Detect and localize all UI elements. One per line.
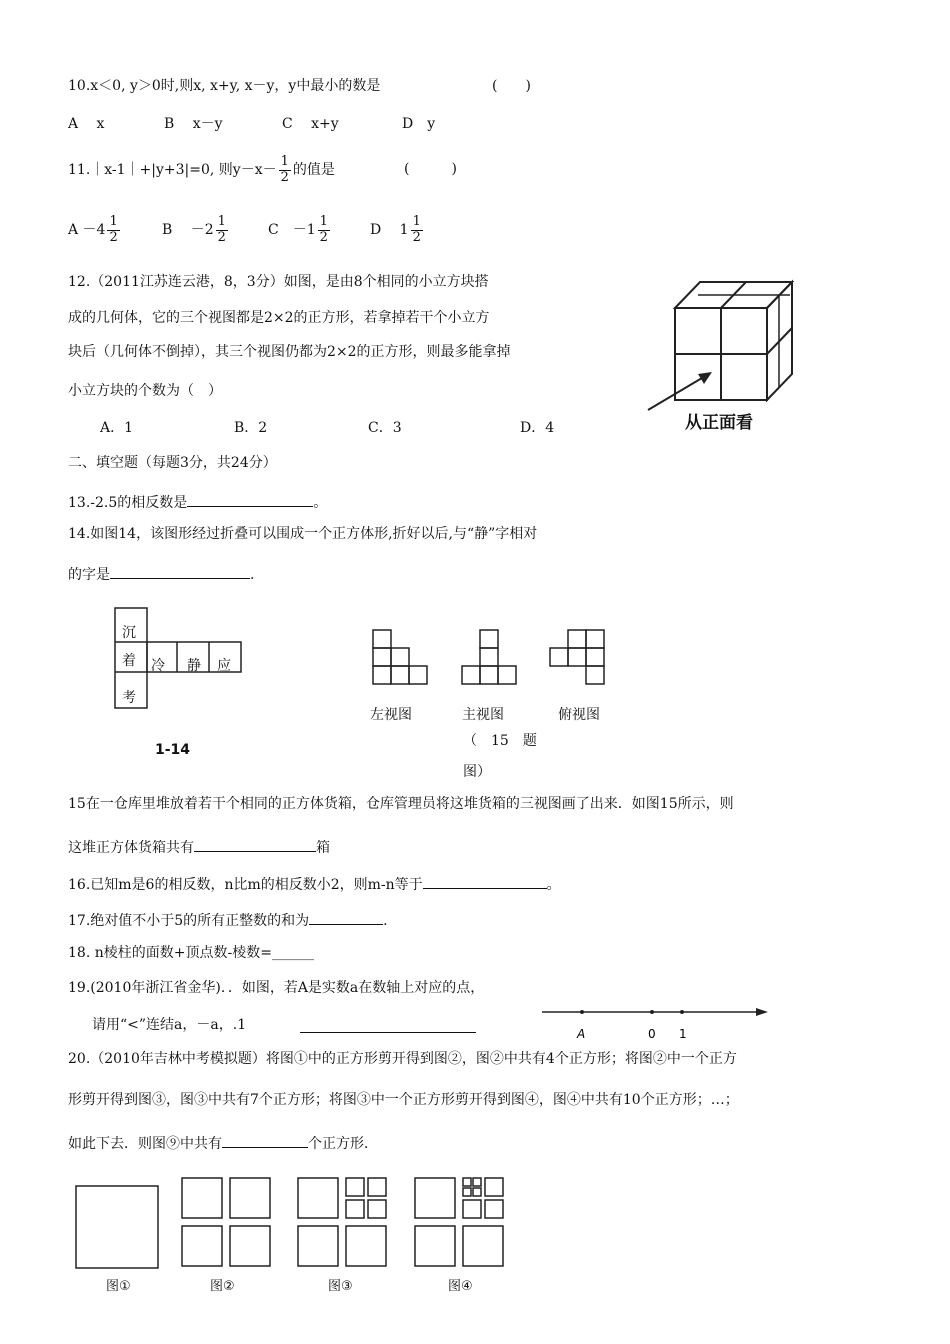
point-a	[580, 1010, 584, 1014]
q11-option-b: B －2 $\frac{1}{2}$	[162, 214, 226, 245]
net-char-1: 沉	[122, 625, 136, 641]
q20-line3: 如此下去．则图⑨中共有 个正方形．	[68, 1133, 378, 1151]
q10-stem: 10.x＜0, y＞0时,则x, x+y, x－y，y中最小的数是	[68, 78, 381, 94]
q17: 17.绝对值不小于5的所有正整数的和为 .	[68, 910, 388, 928]
section-2-title: 二、填空题（每题3分，共24分）	[68, 455, 277, 471]
q12-line4: 小立方块的个数为（ ）	[68, 383, 222, 399]
q11-stem-a: 11.｜x-1｜+|y+3|=0, 则y－x－	[68, 162, 277, 178]
axis-label-1: 1	[679, 1027, 687, 1041]
q14-line1: 14.如图14，该图形经过折叠可以围成一个正方体形,折好以后,与“静”字相对	[68, 526, 538, 542]
q19-blank[interactable]	[300, 1018, 476, 1033]
net-char-5: 应	[217, 658, 231, 674]
q12-option-a: A．1	[100, 420, 134, 436]
q10-option-b: B x－y	[164, 116, 223, 132]
q15-line1: 15在一仓库里堆放着若干个相同的正方体货箱，仓库管理员将这堆货箱的三视图画了出来．如图15所示，则	[68, 796, 734, 812]
q14-blank[interactable]	[110, 564, 250, 579]
q11-frac-num: 1	[280, 154, 289, 170]
q15-line2: 这堆正方体货箱共有 箱	[68, 837, 330, 855]
net-char-3: 冷	[151, 658, 165, 674]
q15-blank[interactable]	[194, 837, 316, 852]
q20-line2: 形剪开得到图③，图③中共有7个正方形；将图③中一个正方形剪开得到图④，图④中共有10个正方形；…；	[68, 1092, 739, 1108]
square-division-figure	[70, 1168, 530, 1298]
axis-label-0: 0	[648, 1027, 656, 1041]
q13: 13.-2.5的相反数是 。	[68, 492, 327, 510]
q11-option-d: D 1 $\frac{1}{2}$	[370, 214, 421, 245]
q12-option-b: B．2	[234, 420, 268, 436]
front-view-label: 主视图	[462, 707, 504, 723]
fig-label-3: 图③	[328, 1279, 353, 1294]
cube-caption: 从正面看	[685, 413, 753, 433]
q12-option-c: C．3	[368, 420, 402, 436]
q12-option-d: D．4	[520, 420, 555, 436]
q14-caption: 1-14	[155, 742, 191, 758]
cube-figure	[640, 270, 810, 440]
axis-label-a: A	[577, 1027, 586, 1041]
q15-fig-caption-b: 图）	[463, 764, 491, 780]
fig-label-1: 图①	[106, 1279, 131, 1294]
q12-line1: 12.（2011江苏连云港，8，3分）如图，是由8个相同的小立方块搭	[68, 274, 489, 290]
three-views-figure	[365, 622, 615, 692]
q10-option-d: D y	[402, 116, 436, 132]
q11-option-c: C －1 $\frac{1}{2}$	[268, 214, 328, 245]
q20-blank[interactable]	[222, 1133, 308, 1148]
q14-line2: 的字是 .	[68, 564, 254, 582]
q16-blank[interactable]	[423, 874, 547, 889]
number-line	[540, 1000, 770, 1048]
net-char-4: 静	[187, 658, 201, 674]
q11-stem-b: 的值是	[292, 162, 335, 178]
top-view-label: 俯视图	[558, 707, 600, 723]
q20-line1: 20.（2010年吉林中考模拟题）将图①中的正方形剪开得到图②，图②中共有4个正方形；将图②中一个正方	[68, 1051, 737, 1067]
q11-option-a: A －4 $\frac{1}{2}$	[68, 214, 118, 245]
q13-blank[interactable]	[187, 492, 313, 507]
q18-blank[interactable]: ______	[271, 945, 314, 961]
q18: 18. n棱柱的面数+顶点数-棱数=______	[68, 945, 314, 961]
q17-blank[interactable]	[309, 910, 383, 925]
net-char-2: 着	[122, 653, 136, 669]
q10-option-c: C x+y	[282, 116, 339, 132]
net-char-6: 考	[122, 690, 136, 706]
q12-line3: 块后（几何体不倒掉），其三个视图仍都为2×2的正方形，则最多能拿掉	[68, 344, 511, 360]
left-view-label: 左视图	[370, 707, 412, 723]
q12-line2: 成的几何体，它的三个视图都是2×2的正方形，若拿掉若干个小立方	[68, 310, 490, 326]
q10-paren: ( )	[492, 78, 531, 94]
q16: 16.已知m是6的相反数，n比m的相反数小2，则m-n等于 。	[68, 874, 561, 892]
q11-paren: ( )	[404, 161, 457, 177]
point-one	[680, 1010, 684, 1014]
q19-line2: 请用“<”连结a，－a，.1	[92, 1017, 247, 1033]
cube-net-figure	[105, 600, 255, 715]
q11-frac-den: 2	[280, 169, 289, 185]
q10-option-a: A x	[68, 116, 105, 132]
fig-label-4: 图④	[448, 1279, 473, 1294]
fig-label-2: 图②	[210, 1279, 235, 1294]
q15-fig-caption-a: （ 15 题	[463, 733, 537, 749]
point-zero	[650, 1010, 654, 1014]
q19-line1: 19.(2010年浙江省金华)．．如图，若A是实数a在数轴上对应的点，	[68, 980, 485, 996]
q11-stem	[68, 150, 335, 190]
